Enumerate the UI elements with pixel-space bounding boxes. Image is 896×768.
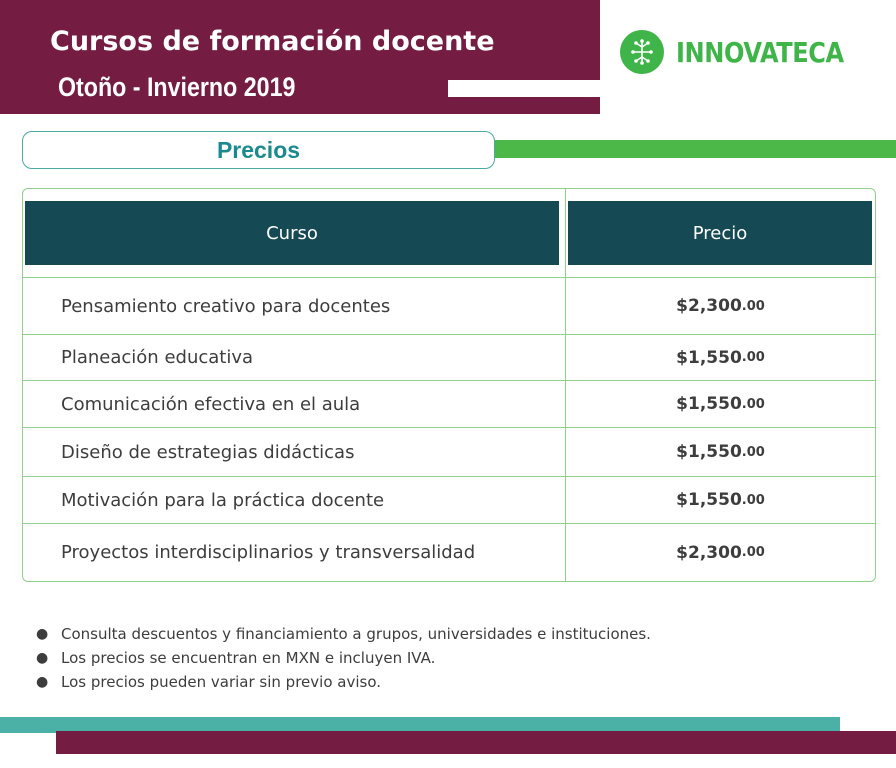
innovateca-logo: [620, 30, 871, 74]
table-row: [23, 334, 875, 380]
table-row: [23, 427, 875, 476]
prices-table: [22, 188, 876, 582]
footer-maroon-band: [56, 731, 896, 754]
course-name: Proyectos interdisciplinarios y transversalidad: [61, 542, 476, 563]
bullet-icon: ●: [36, 650, 49, 666]
page-title: Cursos de formación docente: [50, 26, 495, 57]
course-price: $2,300 .00: [676, 542, 765, 563]
course-name: Comunicación efectiva en el aula: [61, 393, 361, 415]
course-price: $2,300 .00: [676, 296, 765, 316]
course-price: $1,550 .00: [676, 394, 765, 414]
course-name: Planeación educativa: [61, 347, 254, 368]
table-row: [23, 277, 875, 334]
bullet-icon: ●: [36, 626, 49, 642]
list-item: ● Los precios se encuentran en MXN e incluyen IVA.: [36, 649, 436, 667]
header-price: Precio: [568, 201, 872, 265]
section-title: Precios: [216, 136, 301, 163]
section-header: [22, 131, 495, 169]
bullet-icon: ●: [36, 674, 49, 690]
section-accent-line: [495, 140, 896, 158]
table-row: [23, 523, 875, 581]
course-name: Motivación para la práctica docente: [61, 489, 385, 511]
table-row: [23, 380, 875, 427]
notes-list: [36, 622, 651, 694]
table-row: [23, 476, 875, 523]
course-name: Pensamiento creativo para docentes: [61, 295, 391, 317]
page-subtitle: Otoño - Invierno 2019: [58, 72, 296, 102]
circuit-brain-icon: [620, 30, 664, 74]
course-price: $1,550 .00: [676, 442, 765, 462]
course-price: $1,550 .00: [676, 490, 765, 510]
header-accent-bar: [448, 80, 600, 97]
logo-text: INNOVATECA: [676, 35, 844, 69]
list-item: ● Los precios pueden variar sin previo aviso.: [36, 673, 381, 691]
list-item: ● Consulta descuentos y financiamiento a grupos, universidades e instituciones.: [36, 625, 651, 643]
header-course: Curso: [25, 201, 559, 265]
course-price: $1,550 .00: [676, 347, 765, 368]
course-name: Diseño de estrategias didácticas: [61, 441, 355, 463]
